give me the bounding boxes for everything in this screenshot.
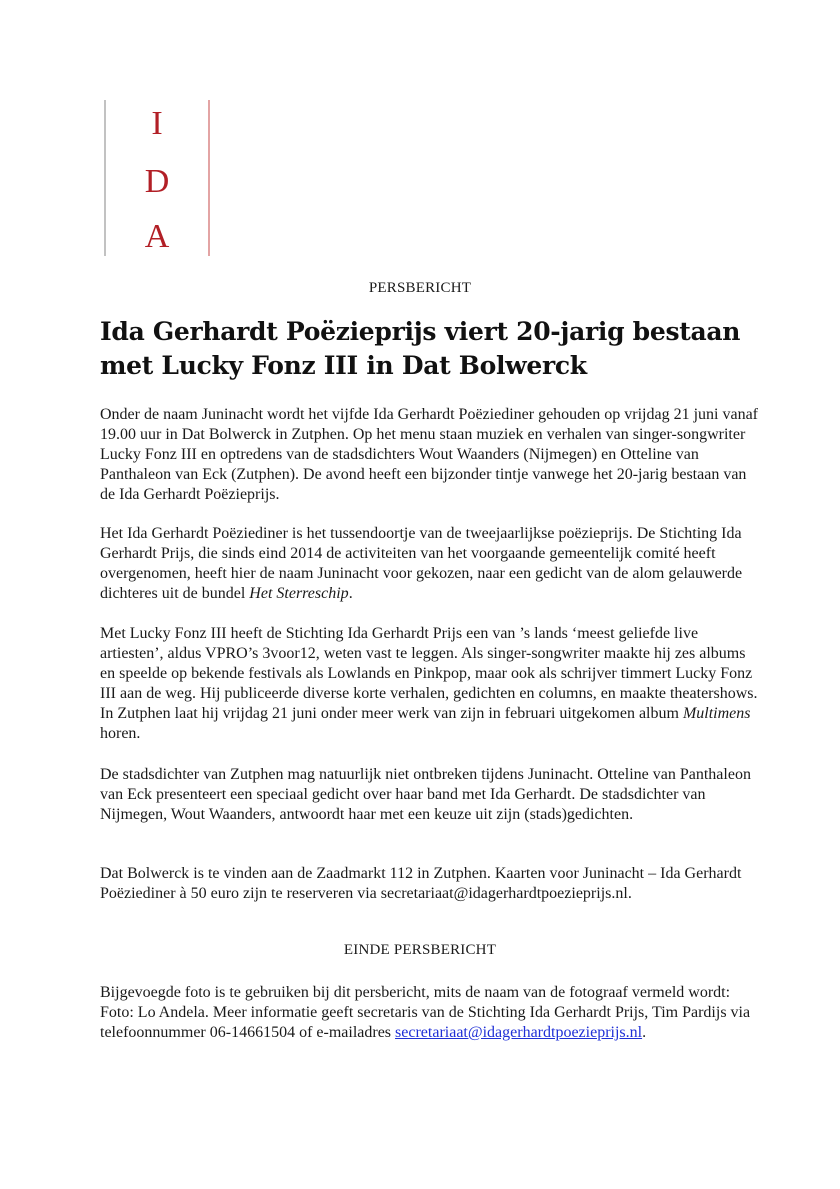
paragraph-tickets: Dat Bolwerck is te vinden aan de Zaadmarkt 112 in Zutphen. Kaarten voor Juninacht – Ida Gerhardt Poëziediner à 50 euro zijn te reserveren via secretariaat@idagerhardtpoezieprijs.nl. — [100, 865, 742, 902]
paragraph-photo-info-end: . — [642, 1024, 647, 1041]
logo-rule-right — [208, 100, 210, 256]
book-title-sterreschip: Het Sterreschip — [249, 585, 349, 602]
paragraph-diner-text: Het Ida Gerhardt Poëziediner is het tussendoortje van de tweejaarlijkse poëzieprijs. De Stichting Ida Gerhardt Prijs, die sinds eind 2014 de activiteiten van het voorgaande gemeentelijk comité heeft overgenomen, heeft hier de naam Juninacht voor gekozen, naar een gedicht van de alom gelauwerde dichteres uit de bundel — [100, 525, 743, 602]
press-release-label: PERSBERICHT — [368, 280, 472, 296]
paragraph-photo-info-text: Bijgevoegde foto is te gebruiken bij dit persbericht, mits de naam van de fotograaf vermeld wordt: Foto: Lo Andela. Meer informatie geeft secretaris van de Stichting Ida Gerhardt Prijs, Tim Pardijs via telefoonnummer 06-14661504 of e-mailadres — [100, 984, 751, 1041]
ida-logo — [104, 100, 210, 256]
paragraph-intro: Onder de naam Juninacht wordt het vijfde Ida Gerhardt Poëziediner gehouden op vrijdag 21 juni vanaf 19.00 uur in Dat Bolwerck in Zutphen. Op het menu staan muziek en verhalen van singer-songwriter Lucky Fonz III en optredens van de stadsdichters Wout Waanders (Nijmegen) en Otteline van Panthaleon van Eck (Zutphen). De avond heeft een bijzonder tintje vanwege het 20-jarig bestaan van de Ida Gerhardt Poëzieprijs. — [100, 406, 759, 503]
paragraph-diner-end: . — [348, 585, 353, 602]
paragraph-lucky-fonz-text: Met Lucky Fonz III heeft de Stichting Ida Gerhardt Prijs een van ’s lands ‘meest geliefde live artiesten’, aldus VPRO’s 3voor12, weten vast te leggen. Als singer-songwriter maakte hij zes albums en speelde op bekende festivals als Lowlands en Pinkpop, maar ook als schrijver timmert Lucky Fonz III aan de weg. Hij publiceerde diverse korte verhalen, gedichten en columns, en maakte theatershows. In Zutphen laat hij vrijdag 21 juni onder meer werk van zijn in februari uitgekomen album — [100, 625, 758, 722]
paragraph-diner — [100, 524, 760, 604]
email-link[interactable]: secretariaat@idagerhardtpoezieprijs.nl — [395, 1024, 643, 1041]
end-press-release-label: EINDE PERSBERICHT — [343, 942, 497, 958]
logo-letter-a: A — [144, 218, 170, 255]
paragraph-lucky-fonz-end: horen. — [100, 725, 141, 742]
headline-line-1: Ida Gerhardt Poëzieprijs viert 20-jarig bestaan — [100, 317, 741, 346]
logo-letter-d: D — [144, 163, 170, 200]
headline — [100, 315, 780, 383]
paragraph-photo-info — [100, 983, 760, 1043]
logo-letter-i: I — [151, 105, 163, 142]
paragraph-lucky-fonz — [100, 624, 760, 744]
headline-line-2: met Lucky Fonz III in Dat Bolwerck — [100, 351, 587, 380]
paragraph-stadsdichters: De stadsdichter van Zutphen mag natuurlijk niet ontbreken tijdens Juninacht. Otteline van Panthaleon van Eck presenteert een speciaal gedicht over haar band met Ida Gerhardt. De stadsdichter van Nijmegen, Wout Waanders, antwoordt haar met een keuze uit zijn (stads)gedichten. — [100, 766, 751, 823]
album-title-multimens: Multimens — [682, 705, 751, 722]
